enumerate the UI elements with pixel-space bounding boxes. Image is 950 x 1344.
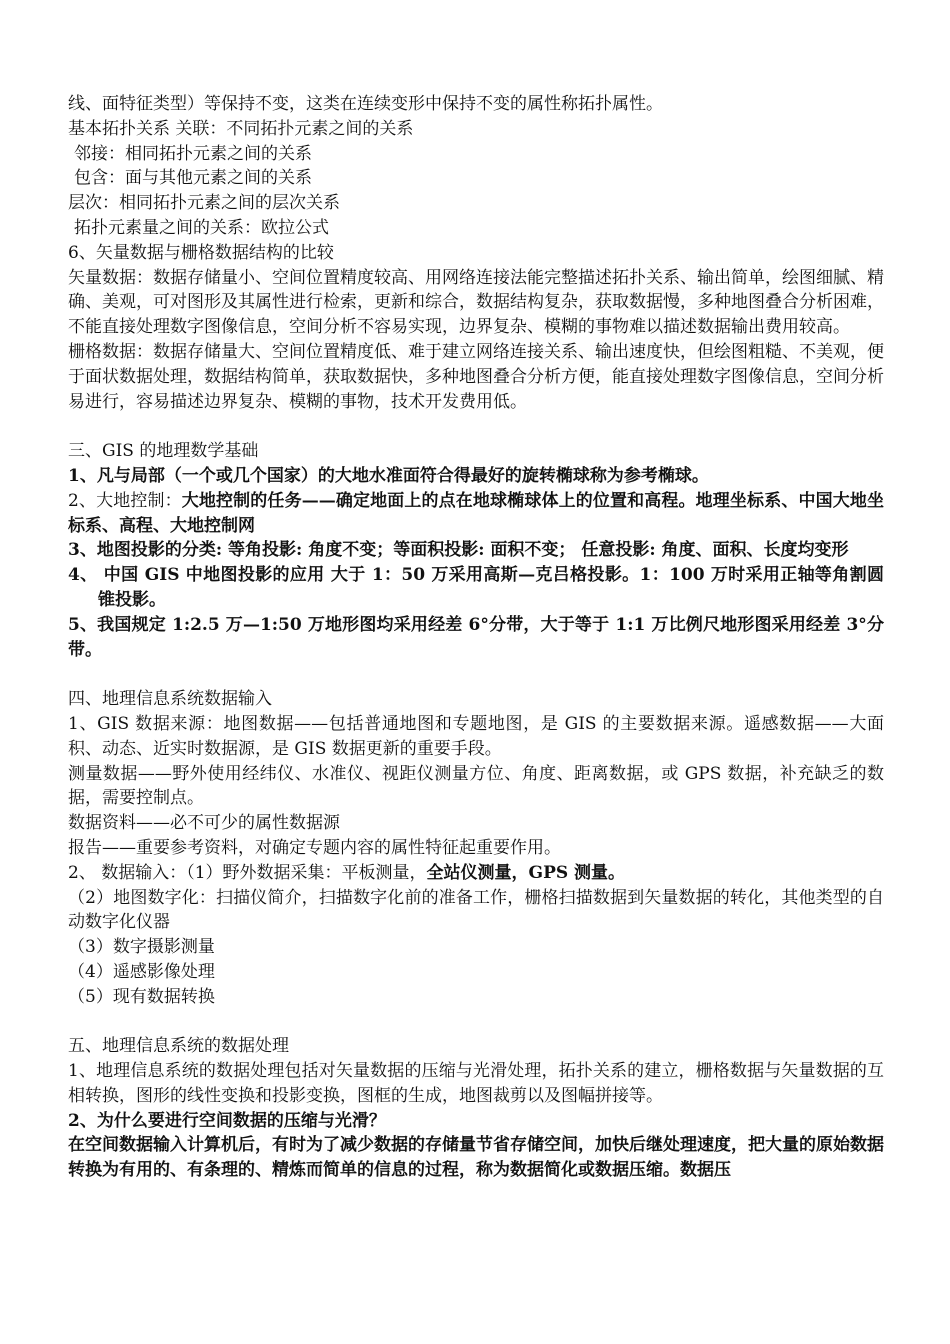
bold-text-run: 大地控制的任务——确定地面上的点在地球椭球体上的位置和高程。地理坐标系、中国大地坐标系、高程、大地控制网 xyxy=(68,490,884,536)
paragraph: （3）数字摄影测量 xyxy=(68,937,215,958)
paragraph: 4、 中国 GIS 中地图投影的应用 大于 1：50 万采用高斯—克吕格投影。1：100 万时采用正轴等角割圆锥投影。 xyxy=(68,565,884,610)
paragraph: 线、面特征类型）等保持不变，这类在连续变形中保持不变的属性称拓扑属性。 xyxy=(68,94,663,114)
paragraph: 层次：相同拓扑元素之间的层次关系 xyxy=(68,193,340,214)
paragraph: 栅格数据：数据存储量大、空间位置精度低、难于建立网络连接关系、输出速度快，但绘图粗糙、不美观，便于面状数据处理，数据结构简单，获取数据快，多种地图叠合分析方便，能直接处理数字图像信息，空间分析易进行，容易描述边界复杂、模糊的事物，技术开发费用低。 xyxy=(68,341,884,412)
paragraph: 包含：面与其他元素之间的关系 xyxy=(74,168,312,189)
paragraph: 矢量数据：数据存储量小、空间位置精度较高、用网络连接法能完整描述拓扑关系、输出简单，绘图细腻、精确、美观，可对图形及其属性进行检索，更新和综合，数据结构复杂，获取数据慢，多种地图叠合分析困难，不能直接处理数字图像信息，空间分析不容易实现，边界复杂、模糊的事物难以描述数据输出费用较高。 xyxy=(68,267,884,338)
paragraph: 3、地图投影的分类: 等角投影: 角度不变；等面积投影: 面积不变； 任意投影: 角度、面积、长度均变形 xyxy=(68,540,849,561)
blank-line xyxy=(68,414,884,439)
document-page xyxy=(68,92,884,1183)
paragraph: 5、我国规定 1:2.5 万—1:50 万地形图均采用经差 6°分带，大于等于 1:1 万比例尺地形图采用经差 3°分带。 xyxy=(68,614,884,660)
paragraph: 1、地理信息系统的数据处理包括对矢量数据的压缩与光滑处理，拓扑关系的建立，栅格数据与矢量数据的互相转换，图形的线性变换和投影变换，图框的生成，地图裁剪以及图幅拼接等。 xyxy=(68,1061,884,1106)
paragraph xyxy=(68,861,884,886)
paragraph: 1、GIS 数据来源：地图数据——包括普通地图和专题地图，是 GIS 的主要数据来源。遥感数据——大面积、动态、近实时数据源，是 GIS 数据更新的重要手段。 xyxy=(68,713,884,759)
paragraph: （2）地图数字化：扫描仪简介，扫描数字化前的准备工作，栅格扫描数据到矢量数据的转化，其他类型的自动数字化仪器 xyxy=(68,887,884,933)
paragraph: 报告——重要参考资料，对确定专题内容的属性特征起重要作用。 xyxy=(68,837,561,858)
blank-line xyxy=(68,662,884,687)
paragraph: 1、凡与局部（一个或几个国家）的大地水准面符合得最好的旋转椭球称为参考椭球。 xyxy=(68,465,709,486)
paragraph: （4）遥感影像处理 xyxy=(68,961,215,982)
paragraph: 2、为什么要进行空间数据的压缩与光滑？ xyxy=(68,1110,386,1131)
text-run: 2、 数据输入：（1）野外数据采集：平板测量， xyxy=(68,862,427,883)
section-heading: 五、地理信息系统的数据处理 xyxy=(68,1036,289,1057)
section-heading: 三、GIS 的地理数学基础 xyxy=(68,441,259,462)
text-run: 2、大地控制： xyxy=(68,490,182,511)
paragraph: 基本拓扑关系 关联：不同拓扑元素之间的关系 xyxy=(68,118,414,139)
paragraph: 邻接：相同拓扑元素之间的关系 xyxy=(74,143,312,164)
bold-text-run: 全站仪测量，GPS 测量。 xyxy=(426,862,626,883)
paragraph: 拓扑元素量之间的关系：欧拉公式 xyxy=(74,217,329,238)
section-heading: 四、地理信息系统数据输入 xyxy=(68,689,272,710)
paragraph: （5）现有数据转换 xyxy=(68,986,215,1007)
section-item-heading: 6、矢量数据与栅格数据结构的比较 xyxy=(68,242,334,263)
paragraph: 测量数据——野外使用经纬仪、水准仪、视距仪测量方位、角度、距离数据，或 GPS 数据，补充缺乏的数据，需要控制点。 xyxy=(68,763,884,809)
blank-line xyxy=(68,1009,884,1034)
paragraph xyxy=(68,489,884,539)
paragraph: 数据资料——必不可少的属性数据源 xyxy=(68,813,340,834)
paragraph: 在空间数据输入计算机后，有时为了减少数据的存储量节省存储空间，加快后继处理速度，把大量的原始数据转换为有用的、有条理的、精炼而简单的信息的过程，称为数据简化或数据压缩。数据压 xyxy=(68,1135,884,1181)
